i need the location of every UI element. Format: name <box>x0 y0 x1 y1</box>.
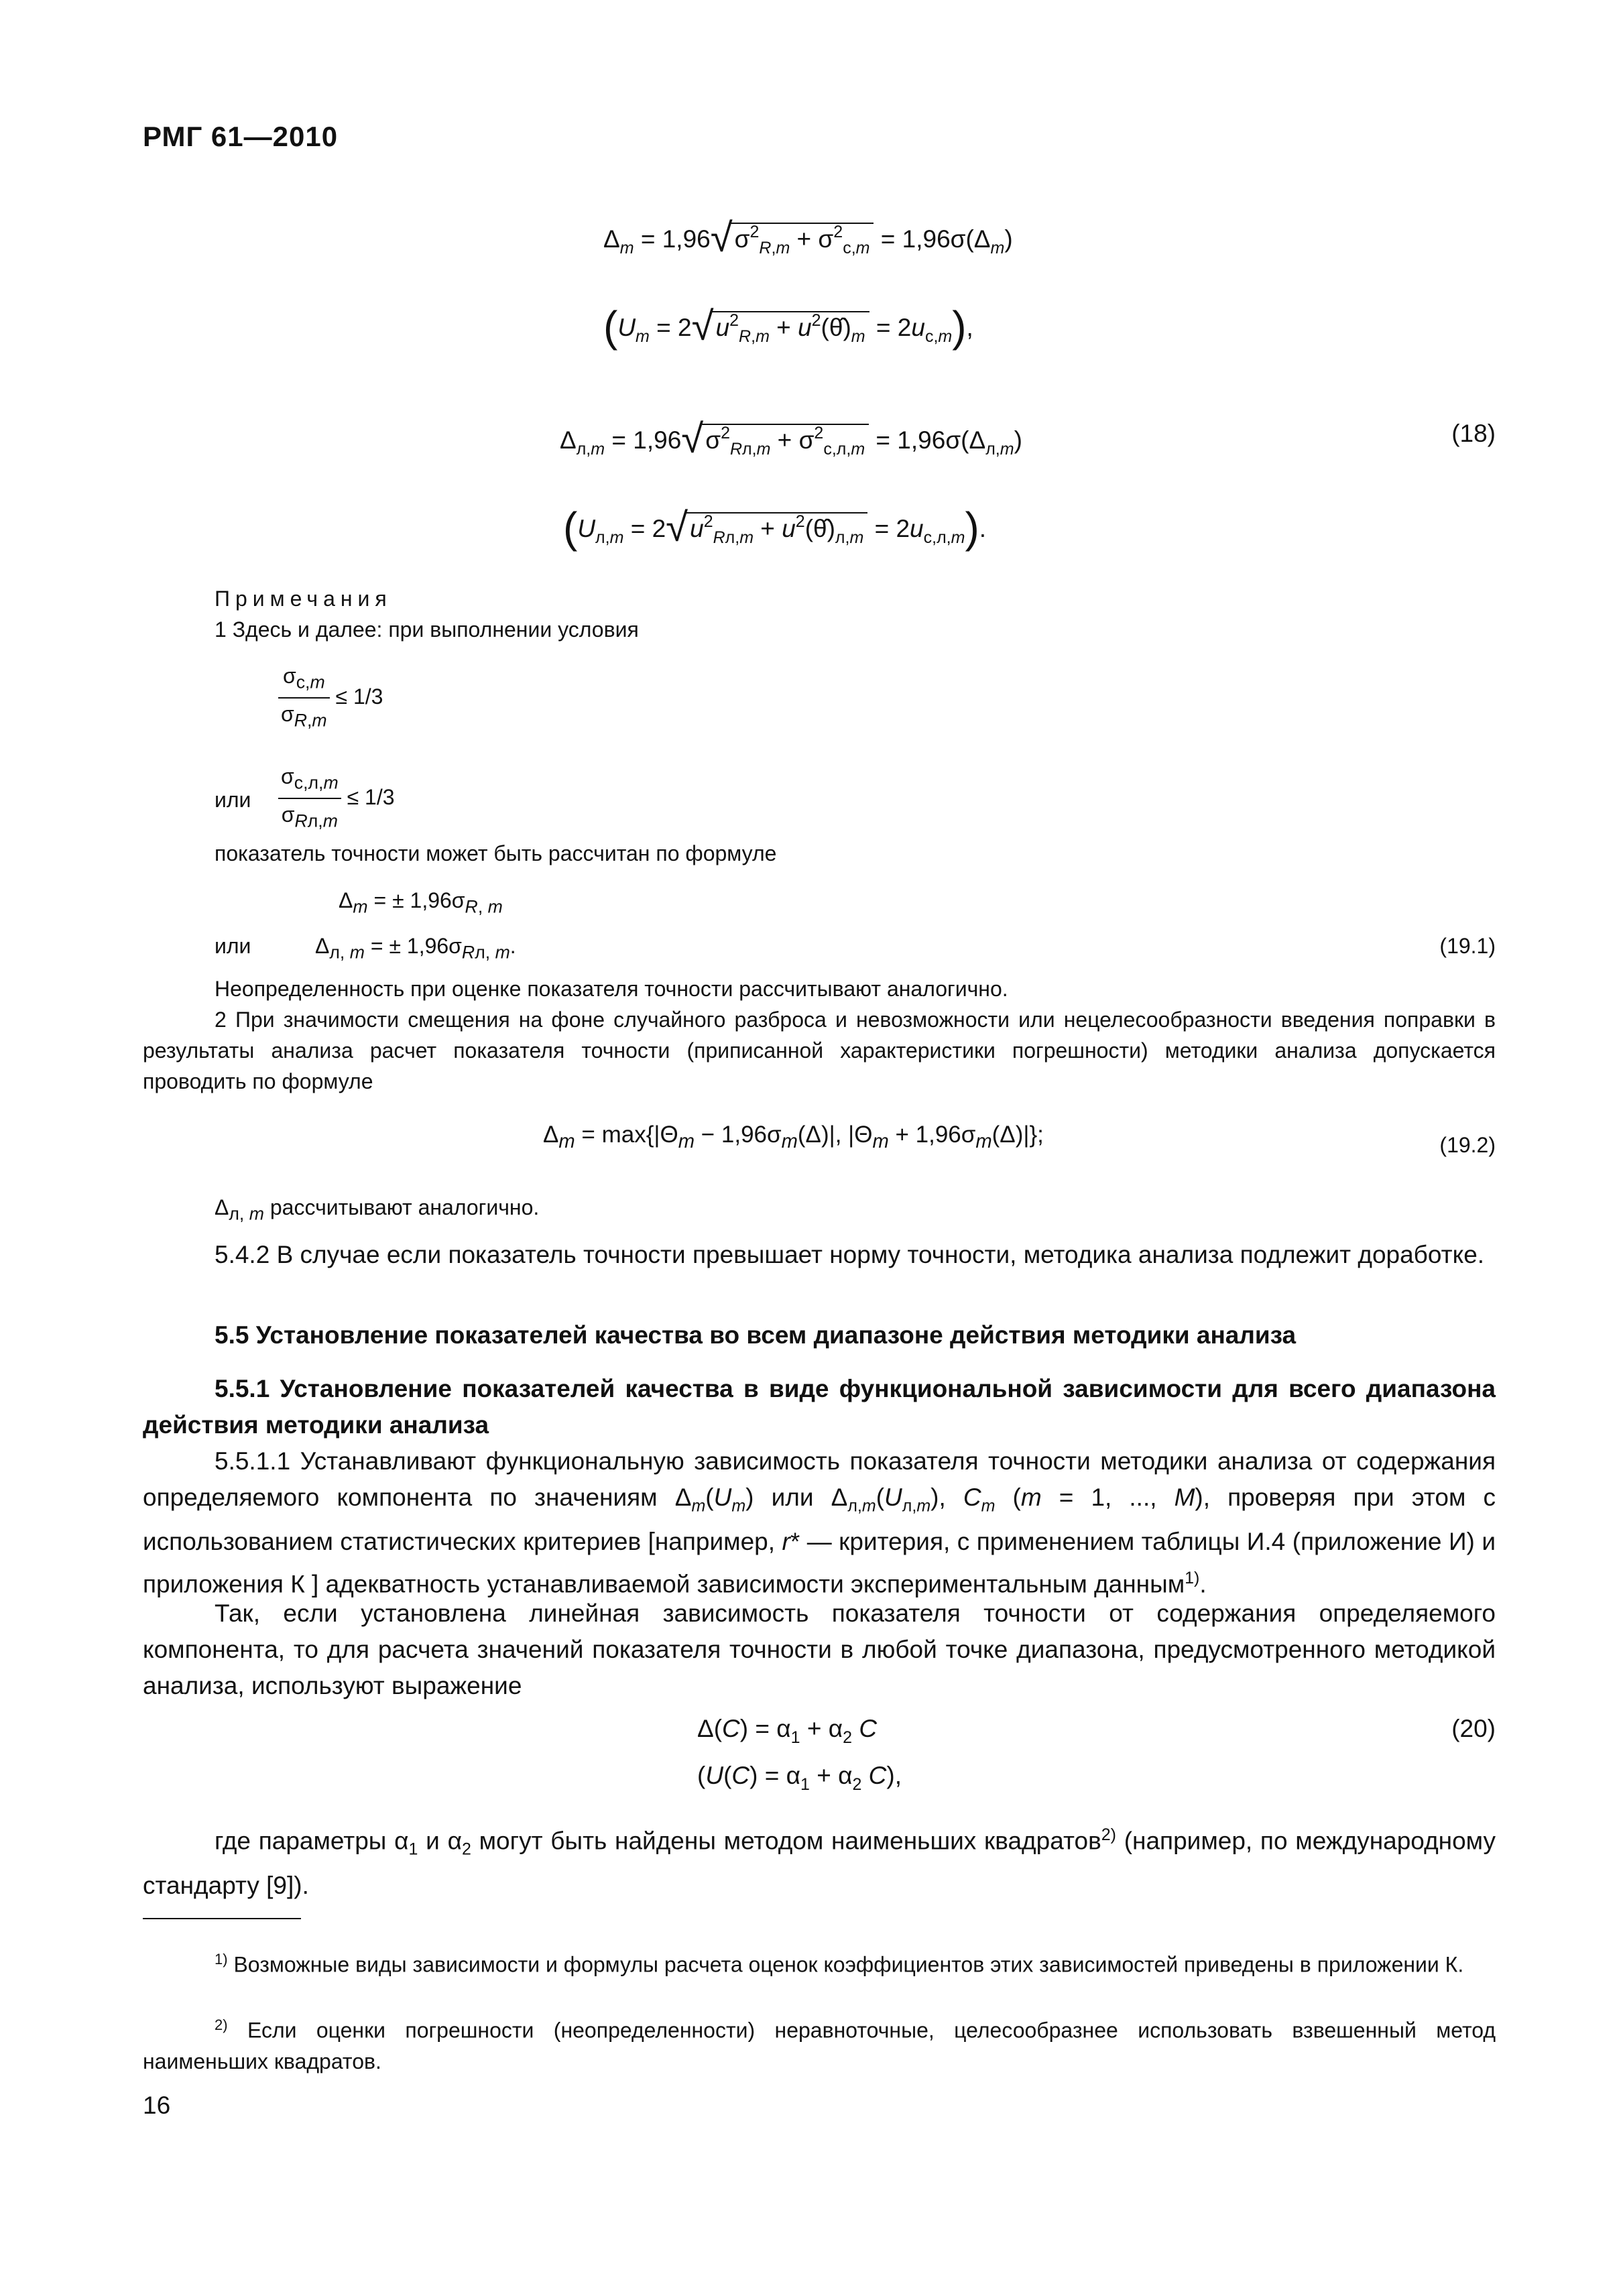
or-label-2: или <box>215 934 251 958</box>
uncertainty-text: Неопределенность при оценке показателя точности рассчитывают аналогично. <box>215 977 1008 1001</box>
equation-number-20: (20) <box>1451 1715 1496 1742</box>
formula-u-lm: ($U_{л,m} = 2√u^2_{Rл,m}$ + $u^2(\thetâ)_{л,m} = 2u_{с,л,m}$). <box>563 503 987 552</box>
paragraph-5-4-2: 5.4.2 В случае если показатель точности превышает норму точности, методика анализа подлежит доработке. <box>215 1241 1485 1268</box>
p5511-part-d: — критерия, с применением таблицы И.4 (приложение И) и приложения К ] адекватность устанавливаемой зависимости экспериментальным данным <box>143 1528 1496 1598</box>
equation-number-19-2: (19.2) <box>1439 1133 1496 1157</box>
formula-191a: $\Delta_m$ = ± $1,96\sigma_{R, m}$ <box>339 888 503 917</box>
condition-1: $\frac{\sigma_{с,m}}{\sigma_{R,m}}$ ≤ 1/3 <box>278 660 383 736</box>
page-number: 16 <box>143 2092 171 2119</box>
paragraph-linear: Так, если установлена линейная зависимость показателя точности от содержания определяемого компонента, то для расчета значений показателя точности в любой точке диапазона, предусмотренного методикой анализа, используют выражение <box>143 1599 1496 1699</box>
formula-delta-m: $\Delta_m = 1,96√\sigma^2_{R,m} + \sigma^2_{с,m} = 1,96\sigma(\Delta_m)$ <box>603 215 1013 260</box>
calc-similar-text: рассчитывают аналогично. <box>269 1195 540 1219</box>
formula-20-u: ($U(C) = \alpha_1 + \alpha_2$ C), <box>697 1762 902 1794</box>
footnote-1-text: Возможные виды зависимости и формулы расчета оценок коэффициентов этих зависимостей приведены в приложении К. <box>233 1952 1464 1977</box>
p5511-part-c: , проверяя при этом с использованием статистических критериев [например, <box>143 1484 1496 1556</box>
footnote-divider <box>143 1918 301 1919</box>
p5511-part-b: или <box>771 1484 814 1511</box>
or-label-1: или <box>215 788 251 812</box>
p5511-part-a: 5.5.1.1 Устанавливают функциональную зависимость показателя точности методики анализа от содержания определяемого компонента по значениям <box>143 1447 1496 1511</box>
note-2-text: 2 При значимости смещения на фоне случайного разброса и невозможности или нецелесообразности введения поправки в результаты анализа расчет показателя точности (приписанной характеристики погрешности) методики анализа допускается проводить по формуле <box>143 1008 1496 1093</box>
equation-number-19-1: (19.1) <box>1439 934 1496 958</box>
formula-intro: показатель точности может быть рассчитан по формуле <box>215 841 777 865</box>
params-part-c: могут быть найдены методом наименьших квадратов <box>479 1827 1101 1855</box>
params-part-a: где параметры <box>215 1827 387 1855</box>
calc-similar-line: $\Delta_{л, m}$ рассчитывают аналогично. <box>215 1195 540 1224</box>
footnote-2-mark: 2) <box>215 2016 228 2033</box>
note-1-text: 1 Здесь и далее: при выполнении условия <box>215 617 639 642</box>
formula-u-m: ($U_m = 2√u^2_{R,m}$ + $u^2(\thetâ)_m = 2u_{с,m}$), <box>603 302 973 351</box>
footnote-1-mark: 1) <box>215 1951 228 1968</box>
heading-5-5: 5.5 Установление показателей качества во всем диапазоне действия методики анализа <box>215 1321 1297 1349</box>
notes-title: Примечания <box>215 587 392 611</box>
paragraph-5-5-1-1: 5.5.1.1 Устанавливают функциональную зависимость показателя точности методики анализа от содержания определяемого компонента по значениям $\Delta_m(U_m)$ или $\Delta_{л,m}(U_{л,m})$, $C_m$ (m = 1, ..., M), проверяя при этом с использованием статистических критериев [например, r* — критерия, с применением таблицы И.4 (приложение И) и приложения К ] адекватность устанавливаемой зависимости экспериментальным данным$^{1)}$. <box>143 1447 1496 1598</box>
footnote-2 <box>143 2010 1496 2077</box>
params-part-d: (например, по международному стандарту [9]). <box>143 1827 1496 1899</box>
condition-1-rhs: ≤ 1/3 <box>335 684 383 709</box>
formula-delta-lm: $\Delta_{л,m} = 1,96√\sigma^2_{Rл,m} + \sigma^2_{с,л,m} = 1,96\sigma(\Delta_{л,m})$ <box>560 416 1022 461</box>
formula-19-2: $\Delta_m = \max\{|\Theta_m - 1,96\sigma_m(\Delta)|$, $|\Theta_m + 1,96\sigma_m(\Delta)|$}; <box>543 1122 1044 1152</box>
footnote-1 <box>143 1944 1496 1980</box>
document-header: РМГ 61—2010 <box>143 121 339 152</box>
paragraph-params: где параметры $\alpha_1$ и $\alpha_2$ могут быть найдены методом наименьших квадратов$^{2)}$ (например, по международному стандарту [9]). <box>143 1825 1496 1899</box>
formula-191b: $\Delta_{л, m}$ = ± $1,96\sigma_{Rл, m}$. <box>315 934 516 963</box>
heading-5-5-1: 5.5.1 Установление показателей качества в виде функциональной зависимости для всего диапазона действия методики анализа <box>143 1375 1496 1439</box>
footnote-2-text: Если оценки погрешности (неопределенности) неравноточные, целесообразнее использовать взвешенный метод наименьших квадратов. <box>143 2018 1496 2073</box>
condition-2-rhs: ≤ 1/3 <box>347 784 395 809</box>
condition-2: $\frac{\sigma_{с,л,m}}{\sigma_{Rл,m}}$ ≤ 1/3 <box>278 761 395 837</box>
params-part-b: и <box>426 1827 440 1855</box>
formula-20: $\Delta(C) = \alpha_1 + \alpha_2$ C <box>697 1715 878 1747</box>
equation-number-18: (18) <box>1451 420 1496 447</box>
